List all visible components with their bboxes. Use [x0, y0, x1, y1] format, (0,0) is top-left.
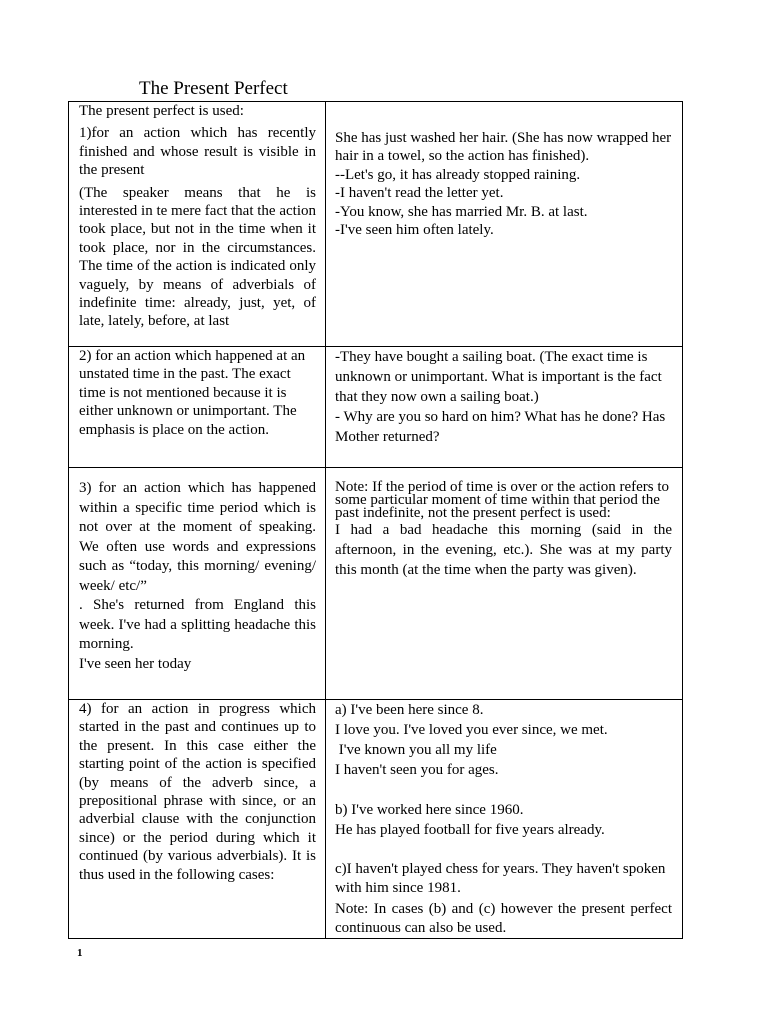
cell-text: -I haven't read the letter yet.	[335, 185, 504, 202]
usage-cell	[69, 700, 326, 939]
table-row	[69, 700, 683, 939]
table-row	[69, 468, 683, 700]
example-cell	[326, 347, 683, 468]
cell-text: a) I've been here since 8.	[335, 702, 484, 718]
cell-text: --Let's go, it has already stopped raining.	[335, 166, 581, 183]
cell-text: b) I've worked here since 1960.	[335, 802, 524, 818]
cell-text: I haven't seen you for ages.	[335, 762, 499, 778]
cell-text: . She's returned from England this week. I've had a splitting headache this morning.	[79, 597, 316, 652]
cell-text: Note: If the period of time is over or the action refers to some particular moment of time within that period the past indefinite, not the present perfect is used:	[335, 479, 670, 521]
cell-text: -I've seen him often lately.	[335, 222, 494, 239]
example-cell	[326, 700, 683, 939]
usage-cell	[69, 347, 326, 468]
page-title: The Present Perfect	[139, 78, 288, 99]
table-row	[69, 347, 683, 468]
cell-text: I had a bad headache this morning (said in the afternoon, in the evening, etc.). She was at my party this month (at the time when the party was given).	[335, 522, 672, 578]
cell-text: c)I haven't played chess for years. They haven't spoken with him since 1981.	[335, 861, 666, 896]
cell-text: 4) for an action in progress which started in the past and continues up to the present. In this case either the starting point of the action is specified (by means of the adverb since, a prepositional phrase with since, or an adverbial clause with the conjunction since) or the period during which it continued (by various adverbials). It is thus used in the following cases:	[79, 701, 316, 883]
cell-text: I love you. I've loved you ever since, we met.	[335, 722, 608, 738]
cell-text: He has played football for five years already.	[335, 822, 605, 838]
cell-text: Note: In cases (b) and (c) however the present perfect continuous can also be used.	[335, 901, 672, 936]
example-cell	[326, 102, 683, 347]
cell-text: I've seen her today	[79, 655, 192, 672]
page-number: 1	[77, 947, 83, 959]
cell-text: 2) for an action which happened at an unstated time in the past. The exact time is not mentioned because it is either unknown or unimportant. The emphasis is place on the action.	[79, 348, 306, 438]
cell-text: I've known you all my life	[335, 742, 497, 758]
cell-text: 1)for an action which has recently finished and whose result is visible in the present	[79, 125, 316, 179]
cell-text: 3) for an action which has happened within a specific time period which is not over at the moment of speaking. We often use words and expressions such as “today, this morning/ evening/ week/ etc/”	[79, 480, 316, 594]
usage-cell	[69, 102, 326, 347]
grammar-table	[68, 101, 683, 939]
example-cell	[326, 468, 683, 700]
cell-text: - Why are you so hard on him? What has he done? Has Mother returned?	[335, 409, 666, 445]
cell-text: -They have bought a sailing boat. (The exact time is unknown or unimportant. What is important is the fact that they now own a sailing boat.)	[335, 349, 662, 405]
cell-text: -You know, she has married Mr. B. at last.	[335, 203, 588, 220]
cell-text: (The speaker means that he is interested in te mere fact that the action took place, but not in the time when it took place, nor in the circumstances. The time of the action is indicated only vaguely, by means of adverbials of indefinite time: already, just, yet, of late, lately, before, at last	[79, 184, 316, 330]
usage-cell	[69, 468, 326, 700]
table-row	[69, 102, 683, 347]
cell-text: The present perfect is used:	[79, 103, 244, 119]
cell-text: She has just washed her hair. (She has now wrapped her hair in a towel, so the action has finished).	[335, 130, 672, 165]
